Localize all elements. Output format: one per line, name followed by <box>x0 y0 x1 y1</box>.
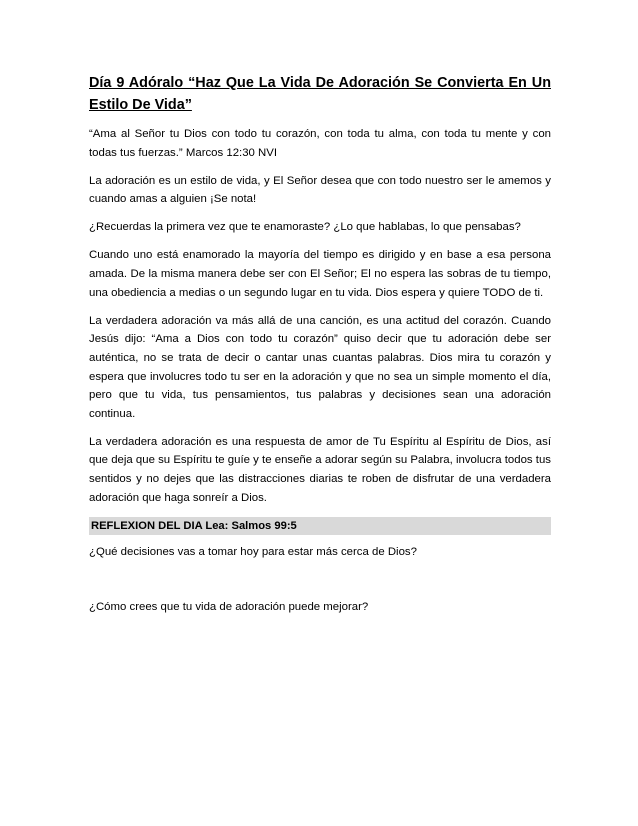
question-decisions: ¿Qué decisiones vas a tomar hoy para estar más cerca de Dios? <box>89 545 417 558</box>
reflexion-heading: REFLEXION DEL DIA Lea: Salmos 99:5 <box>89 517 551 535</box>
question-improve: ¿Cómo crees que tu vida de adoración puede mejorar? <box>89 601 369 614</box>
document-title: Día 9 Adóralo “Haz Que La Vida De Adoración Se Convierta En Un Estilo De Vida” <box>89 75 551 113</box>
scripture-quote: “Ama al Señor tu Dios con todo tu corazón, con toda tu alma, con toda tu mente y con todas tus fuerzas.” Marcos 12:30 NVI <box>89 128 551 159</box>
document-page <box>89 72 551 617</box>
paragraph-spirit-response: La verdadera adoración es una respuesta de amor de Tu Espíritu al Espíritu de Dios, así que deja que su Espíritu te guíe y te enseñe a adorar según su Palabra, involucra todos tus sentidos y no dejes que las distracciones diarias te roben de disfrutar de una verdadera adoración que haga sonreír a Dios. <box>89 435 551 504</box>
paragraph-worship-lifestyle: La adoración es un estilo de vida, y El Señor desea que con todo nuestro ser le amemos y cuando amas a alguien ¡Se nota! <box>89 174 551 206</box>
paragraph-in-love: Cuando uno está enamorado la mayoría del tiempo es dirigido y en base a esa persona amada. De la misma manera debe ser con El Señor; El no espera las sobras de tu tiempo, una obediencia a medias o un segundo lugar en tu vida. Dios espera y quiere TODO de ti. <box>89 249 551 299</box>
paragraph-true-worship: La verdadera adoración va más allá de una canción, es una actitud del corazón. Cuando Jesús dijo: “Ama a Dios con todo tu corazón” quiso decir que tu adoración debe ser auténtica, no se trata de decir o cantar unas cuantas palabras. Dios mira tu corazón y espera que involucres todo tu ser en la adoración y que no sea un simple momento el día, pero que tu vida, tus pensamientos, tus palabras y decisiones sean una adoración continua. <box>89 314 551 420</box>
paragraph-first-love: ¿Recuerdas la primera vez que te enamoraste? ¿Lo que hablabas, lo que pensabas? <box>89 221 521 234</box>
